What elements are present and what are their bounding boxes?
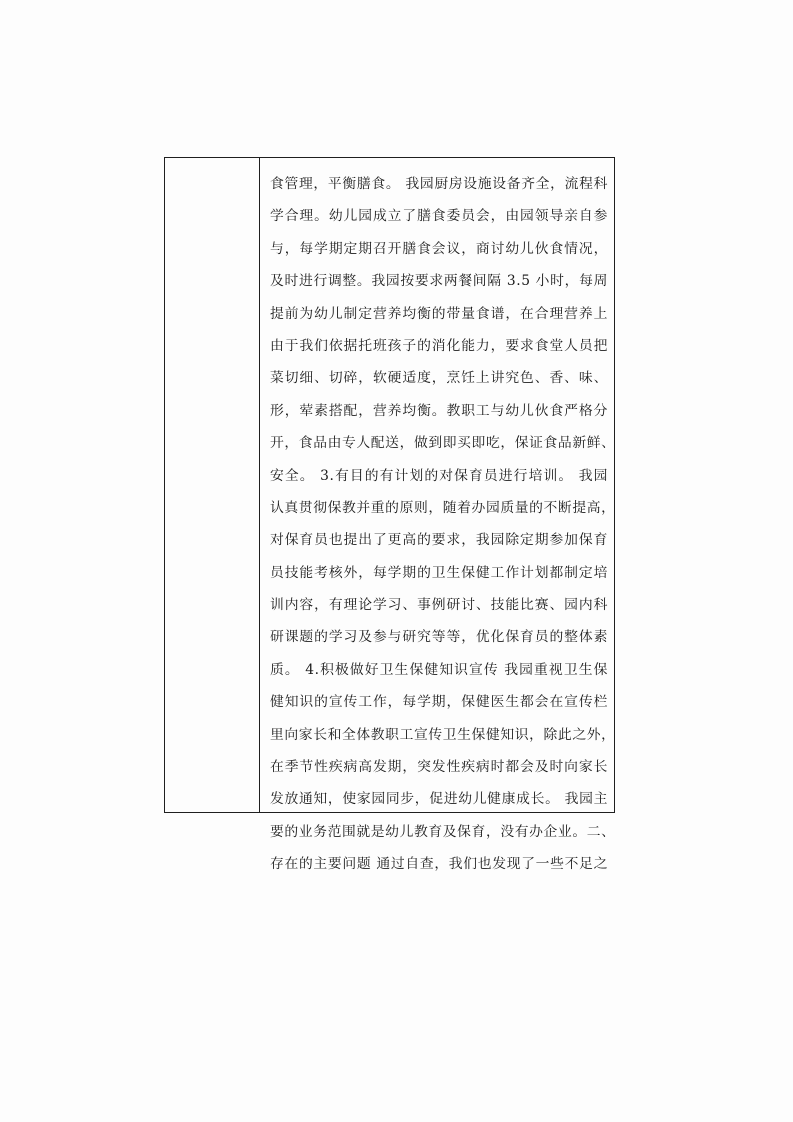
text-line: 健知识的宣传工作，每学期，保健医生都会在宣传栏 (270, 694, 608, 711)
text-line: 研课题的学习及参与研究等等，优化保育员的整体素 (270, 629, 608, 646)
text-line: 学合理。幼儿园成立了膳食委员会，由园领导亲自参 (270, 208, 608, 225)
table-content-cell (260, 158, 616, 873)
text-line: 对保育员也提出了更高的要求，我园除定期参加保育 (270, 532, 608, 549)
text-line: 质。 4.积极做好卫生保健知识宣传 我园重视卫生保 (270, 661, 608, 678)
text-line: 要的业务范围就是幼儿教育及保育，没有办企业。二、 (270, 823, 616, 840)
text-line: 训内容，有理论学习、事例研讨、技能比赛、园内科 (270, 597, 608, 614)
text-line: 食管理，平衡膳食。 我园厨房设施设备齐全，流程科 (270, 176, 608, 192)
text-line: 菜切细、切碎，软硬适度，烹饪上讲究色、香、味、 (270, 370, 608, 387)
text-line: 存在的主要问题 通过自查，我们也发现了一些不足之 (270, 856, 608, 873)
text-line: 由于我们依据托班孩子的消化能力，要求食堂人员把 (270, 337, 608, 354)
text-line: 提前为幼儿制定营养均衡的带量食谱，在合理营养上 (270, 305, 608, 322)
table-left-cell (165, 158, 260, 812)
text-line: 发放通知，使家园同步，促进幼儿健康成长。 我园主 (270, 791, 608, 808)
document-table (164, 157, 616, 873)
text-line: 与，每学期定期召开膳食会议，商讨幼儿伙食情况， (270, 240, 608, 257)
text-line: 认真贯彻保教并重的原则，随着办园质量的不断提高， (270, 499, 616, 516)
text-line: 员技能考核外，每学期的卫生保健工作计划都制定培 (270, 564, 608, 581)
text-line: 及时进行调整。我园按要求两餐间隔 3.5 小时，每周 (270, 273, 608, 290)
text-line: 形，荤素搭配，营养均衡。教职工与幼儿伙食严格分 (270, 402, 608, 419)
text-line: 开，食品由专人配送，做到即买即吃，保证食品新鲜、 (270, 435, 616, 452)
text-line: 里向家长和全体教职工宣传卫生保健知识，除此之外， (270, 726, 616, 743)
text-line: 安全。 3.有目的有计划的对保育员进行培训。 我园 (270, 467, 608, 484)
text-line: 在季节性疾病高发期，突发性疾病时都会及时向家长 (270, 759, 608, 776)
